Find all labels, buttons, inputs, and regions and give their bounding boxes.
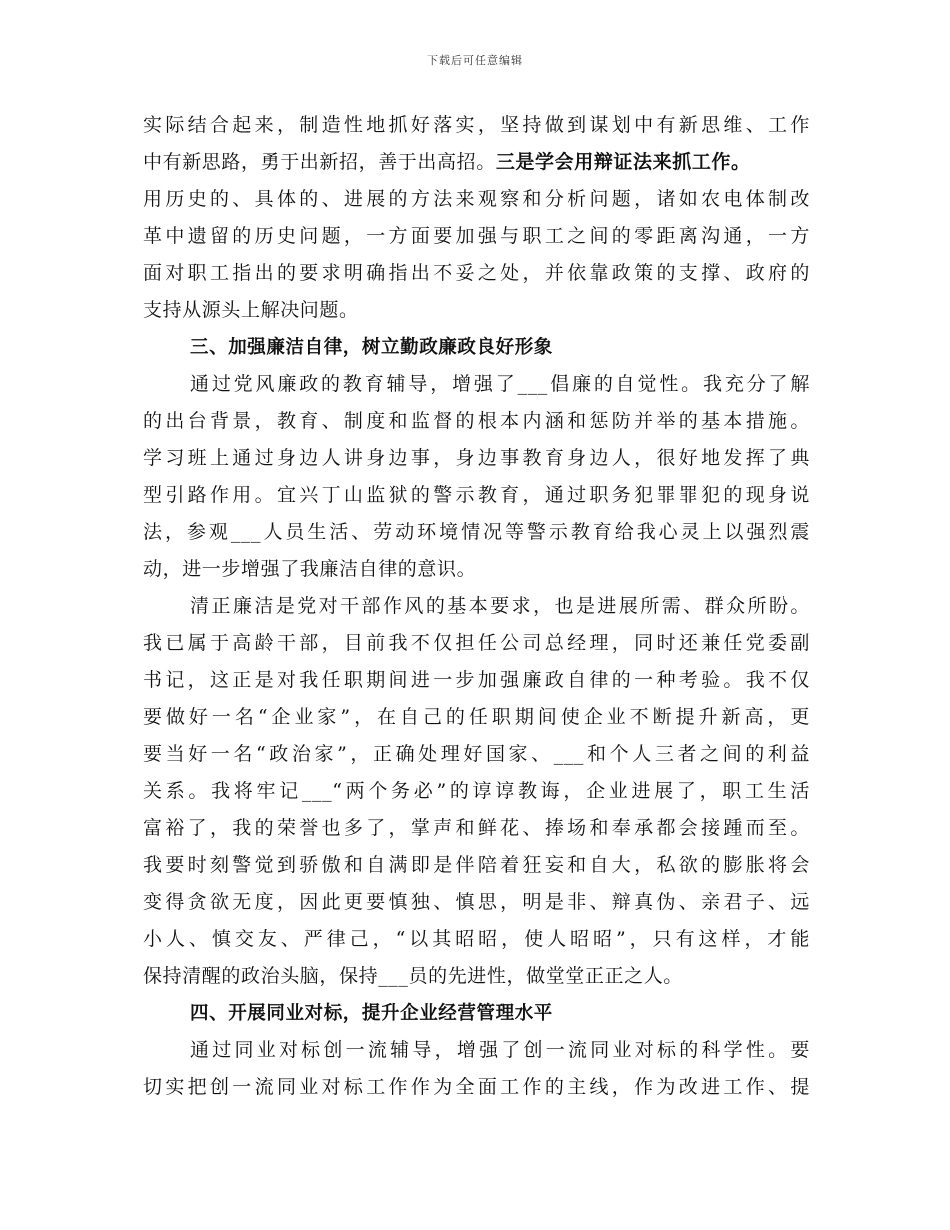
paragraph-first-line: 清正廉洁是党对干部作风的基本要求，也是进展所需、群众所盼。: [190, 595, 810, 617]
document-body: [143, 107, 810, 1106]
text-line: 的出台背景，教育、制度和监督的根本内涵和惩防并举的基本措施。: [143, 410, 810, 432]
text-line: 学习班上通过身边人讲身边事，身边事教育身边人，很好地发挥了典: [143, 447, 810, 469]
text-line: 我要时刻警觉到骄傲和自满即是伴陪着狂妄和自大，私欲的膨胀将会: [143, 854, 810, 876]
text-line: 实际结合起来，制造性地抓好落实，坚持做到谋划中有新思维、工作: [143, 114, 810, 136]
text-line: 面对职工指出的要求明确指出不妥之处，并依靠政策的支撑、政府的: [143, 262, 810, 284]
text-line: 要做好一名“企业家”，在自己的任职期间使企业不断提升新高，更: [143, 706, 810, 728]
text-line: [143, 144, 810, 181]
paragraph-first-line: 通过党风廉政的教育辅导，增强了___倡廉的自觉性。我充分了解: [190, 373, 810, 395]
text-line: 用历史的、具体的、进展的方法来观察和分析问题，诸如农电体制改: [143, 188, 810, 210]
bold-emphasis: 三是学会用辩证法来抓工作。: [495, 151, 751, 173]
text-line: 支持从源头上解决问题。: [143, 299, 359, 321]
text-line: 型引路作用。宜兴丁山监狱的警示教育，通过职务犯罪罪犯的现身说: [143, 484, 810, 506]
text-line: 动，进一步增强了我廉洁自律的意识。: [143, 558, 477, 580]
section-heading-3: 三、加强廉洁自律，树立勤政廉政良好形象: [190, 337, 553, 358]
text-line: 变得贪欲无度，因此更要慎独、慎思，明是非、辩真伪、亲君子、远: [143, 891, 810, 913]
text-line: 小人、慎交友、严律己，“以其昭昭，使人昭昭”，只有这样，才能: [143, 928, 810, 950]
text-line: 切实把创一流同业对标工作作为全面工作的主线，作为改进工作、提: [143, 1076, 810, 1098]
text-line: 富裕了，我的荣誉也多了，掌声和鲜花、捧场和奉承都会接踵而至。: [143, 817, 810, 839]
text-line: 革中遗留的历史问题，一方面要加强与职工之间的零距离沟通，一方: [143, 225, 810, 247]
text-line: 关系。我将牢记___“两个务必”的谆谆教诲，企业进展了，职工生活: [143, 780, 810, 802]
text-segment: 中有新思路，勇于出新招，善于出高招。: [143, 151, 496, 173]
paragraph-first-line: 通过同业对标创一流辅导，增强了创一流同业对标的科学性。要: [190, 1039, 810, 1061]
text-line: 法，参观___人员生活、劳动环境情况等警示教育给我心灵上以强烈震: [143, 521, 810, 543]
text-line: 保持清醒的政治头脑，保持___员的先进性，做堂堂正正之人。: [143, 965, 683, 987]
text-line: 书记，这正是对我任职期间进一步加强廉政自律的一种考验。我不仅: [143, 669, 810, 691]
section-heading-4: 四、开展同业对标，提升企业经营管理水平: [190, 1003, 553, 1024]
page-header-note: 下载后可任意编辑: [427, 54, 523, 67]
text-line: 要当好一名“政治家”，正确处理好国家、___和个人三者之间的利益: [143, 743, 810, 765]
text-line: 我已属于高龄干部，目前我不仅担任公司总经理，同时还兼任党委副: [143, 632, 810, 654]
